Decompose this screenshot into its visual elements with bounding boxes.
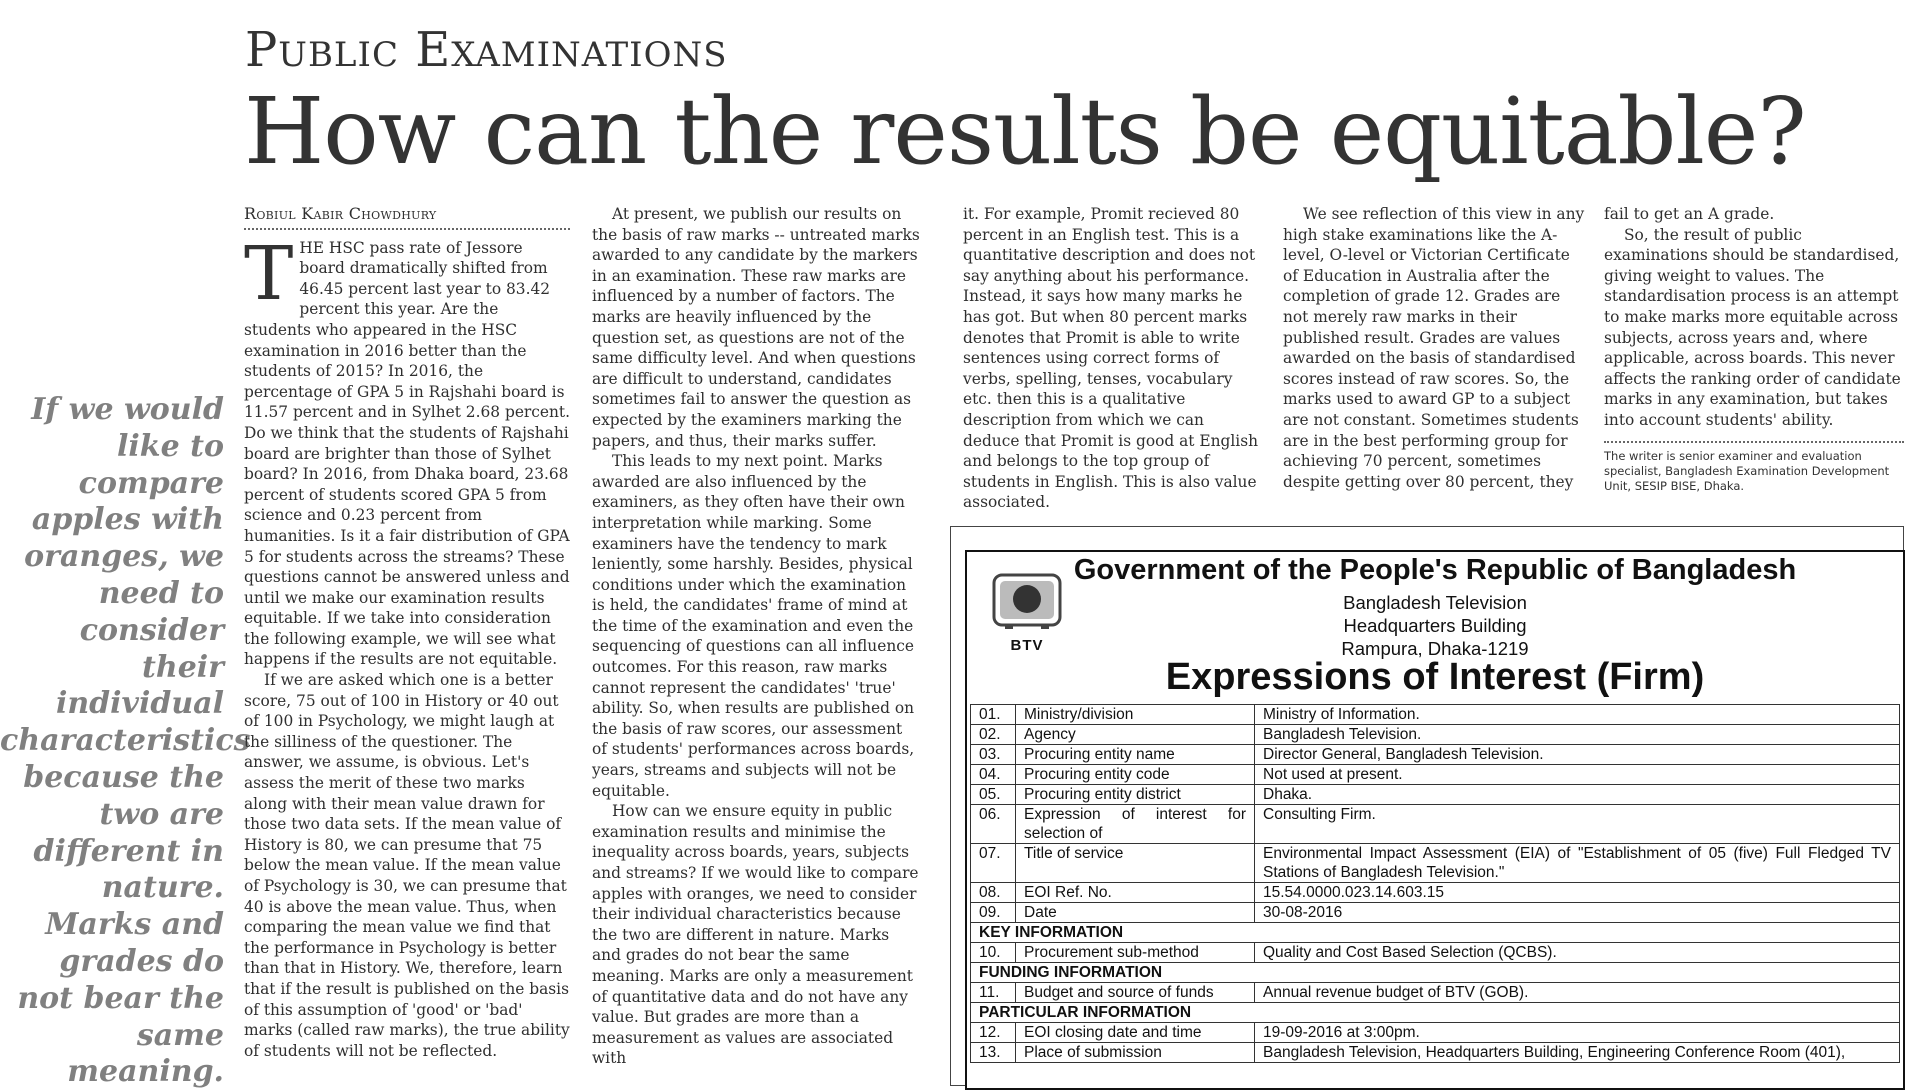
paragraph: We see reflection of this view in any high stake examinations like the A-level, O-level or Victorian Certificate of Education in Australia after the completion of grade 12. Grades are not merely raw marks in their published result. Grades are values awarded on the basis of standardised scores instead of raw scores. So, the marks used to award GP to a subject are not constant. Sometimes students are in the best performing group for achieving 70 percent, sometimes despite getting over 80 percent, they: [1283, 205, 1585, 491]
pull-quote: If we would like to compare apples with oranges, we need to consider their individual characteristics because the two are different in nature. Marks and grades do not bear the same meaning.: [0, 392, 251, 1090]
row-label: Procuring entity code: [1016, 765, 1255, 785]
row-label: Procurement sub-method: [1016, 943, 1255, 963]
table-row: [971, 883, 1900, 903]
row-number: 13.: [971, 1043, 1016, 1063]
row-label: Date: [1016, 903, 1255, 923]
row-label: Place of submission: [1016, 1043, 1255, 1063]
row-number: 10.: [971, 943, 1016, 963]
section-kicker: Public Examinations: [245, 22, 728, 78]
row-value: Environmental Impact Assessment (EIA) of "Establishment of 05 (five) Full Fledged TV Stations of Bangladesh Television.": [1255, 844, 1900, 883]
paragraph: At present, we publish our results on the basis of raw marks -- untreated marks awarded to any candidate by the markers in an examination. These raw marks are influenced by a number of factors. The marks are heavily influenced by the question set, as questions are not of the same difficulty level. And when questions are difficult to understand, candidates sometimes fail to answer the question as expected by the examiners marking the papers, and thus, their marks suffer.: [592, 205, 920, 450]
row-number: 09.: [971, 903, 1016, 923]
section-heading: PARTICULAR INFORMATION: [971, 1003, 1900, 1023]
row-number: 08.: [971, 883, 1016, 903]
row-value: Not used at present.: [1255, 765, 1900, 785]
row-number: 03.: [971, 745, 1016, 765]
paragraph: How can we ensure equity in public examination results and minimise the inequality across boards, years, subjects and streams? If we would like to compare apples with oranges, we need to consider their individual characteristics because the two are different in nature. Marks and grades do not bear the same meaning. Marks are only a measurement of quantitative data and do not have any value. But grades are more than a measurement as values are associated with: [592, 802, 919, 1068]
table-row: [971, 705, 1900, 725]
row-value: 30-08-2016: [1255, 903, 1900, 923]
row-number: 05.: [971, 785, 1016, 805]
row-value: Annual revenue budget of BTV (GOB).: [1255, 983, 1900, 1003]
btv-logo-text: BTV: [1010, 637, 1044, 654]
article-column-3: [963, 204, 1263, 513]
row-value: Consulting Firm.: [1255, 805, 1900, 844]
section-heading: FUNDING INFORMATION: [971, 963, 1900, 983]
row-label: EOI closing date and time: [1016, 1023, 1255, 1043]
table-row: [971, 844, 1900, 883]
section-heading: KEY INFORMATION: [971, 923, 1900, 943]
row-value: 19-09-2016 at 3:00pm.: [1255, 1023, 1900, 1043]
row-number: 01.: [971, 705, 1016, 725]
ad-title: Expressions of Interest (Firm): [1165, 656, 1705, 698]
row-number: 02.: [971, 725, 1016, 745]
row-number: 07.: [971, 844, 1016, 883]
paragraph: [244, 230, 570, 670]
drop-cap: T: [244, 230, 294, 317]
row-label: EOI Ref. No.: [1016, 883, 1255, 903]
table-row: [971, 1043, 1900, 1063]
article-column-1: [244, 204, 570, 1061]
row-value: Bangladesh Television, Headquarters Building, Engineering Conference Room (401),: [1255, 1043, 1900, 1063]
row-label: Procuring entity district: [1016, 785, 1255, 805]
table-row: [971, 765, 1900, 785]
byline: Robiul Kabir Chowdhury: [244, 204, 570, 230]
row-label: Title of service: [1016, 844, 1255, 883]
organization-line-1: Bangladesh Television: [1343, 592, 1527, 613]
section-row: [971, 1003, 1900, 1023]
table-row: [971, 805, 1900, 844]
table-row: [971, 903, 1900, 923]
table-row: [971, 745, 1900, 765]
article-column-2: [592, 204, 922, 1069]
row-label: Budget and source of funds: [1016, 983, 1255, 1003]
row-label: Agency: [1016, 725, 1255, 745]
row-value: Ministry of Information.: [1255, 705, 1900, 725]
organization-name: Government of the People's Republic of Bangladesh: [1073, 554, 1797, 586]
paragraph: This leads to my next point. Marks awarded are also influenced by the examiners, as they often have their own interpretation while marking. Some examiners have the tendency to mark leniently, some harshly. Besides, physical conditions under which the examination is held, the candidates' frame of mind at the time of the examination and even the sequencing of questions can all influence outcomes. For this reason, raw marks cannot represent the candidates' 'true' ability. So, when results are published on the basis of raw scores, our assessment of students' performances across boards, years, streams and subjects will not be equitable.: [592, 452, 915, 800]
row-value: 15.54.0000.023.14.603.15: [1255, 883, 1900, 903]
row-number: 12.: [971, 1023, 1016, 1043]
paragraph-text: HE HSC pass rate of Jessore board dramatically shifted from 46.45 percent last year to 83.42 percent this year. Are the students who appeared in the HSC examination in 2016 better than the students of 2015? In 2016, the percentage of GPA 5 in Rajshahi board is 11.57 percent and in Sylhet 2.68 percent. Do we think that the students of Rajshahi board are brighter than those of Sylhet board? In 2016, from Dhaka board, 23.68 percent of students scored GPA 5 from science and 0.23 percent from humanities. Is it a fair distribution of GPA 5 for students across the streams? These questions cannot be answered unless and until we make our examination results equitable. If we take into consideration the following example, we will see what happens if the results are not equitable.: [244, 238, 570, 669]
organization-line-3: Rampura, Dhaka-1219: [1341, 638, 1529, 659]
section-row: [971, 963, 1900, 983]
table-row: [971, 785, 1900, 805]
row-value: Quality and Cost Based Selection (QCBS).: [1255, 943, 1900, 963]
row-label: Procuring entity name: [1016, 745, 1255, 765]
paragraph: it. For example, Promit recieved 80 percent in an English test. This is a quantitative description and does not say anything about his performance. Instead, it says how many marks he has got. But when 80 percent marks denotes that Promit is able to write sentences using correct forms of verbs, spelling, tenses, vocabulary etc. then this is a qualitative description from which we can deduce that Promit is good at English and belongs to the top group of students in English. This is also value associated.: [963, 205, 1259, 512]
row-number: 11.: [971, 983, 1016, 1003]
table-row: [971, 725, 1900, 745]
table-row: [971, 983, 1900, 1003]
row-value: Director General, Bangladesh Television.: [1255, 745, 1900, 765]
table-row: [971, 943, 1900, 963]
row-label: Expression of interest for selection of: [1016, 805, 1255, 844]
article-column-5: [1604, 204, 1904, 494]
row-label: Ministry/division: [1016, 705, 1255, 725]
row-value: Bangladesh Television.: [1255, 725, 1900, 745]
paragraph: fail to get an A grade.: [1604, 205, 1775, 223]
organization-line-2: Headquarters Building: [1343, 615, 1527, 636]
headline: How can the results be equitable?: [244, 78, 1806, 185]
paragraph: If we are asked which one is a better score, 75 out of 100 in History or 40 out of 100 in Psychology, we might laugh at the silliness of the questioner. The answer, we assume, is obvious. Let's assess the merit of these two marks along with their mean value drawn for those two data sets. If the mean value of History is 80, we can presume that 75 below the mean value. If the mean value of Psychology is 30, we can presume that 40 is above the mean value. Thus, when comparing the mean value we find that the performance in Psychology is better than that in History. We, therefore, learn that if the result is published on the basis of this assumption of 'good' or 'bad' marks (called raw marks), the true ability of students will not be reflected.: [244, 671, 570, 1060]
eoi-table: [970, 704, 1900, 1063]
section-row: [971, 923, 1900, 943]
paragraph: So, the result of public examinations should be standardised, giving weight to values. The standardisation process is an attempt to make marks more equitable across subjects, across years and, where applicable, across boards. This never affects the ranking order of candidate marks in any examination, but takes into account students' ability.: [1604, 225, 1901, 429]
eoi-advertisement: [965, 550, 1905, 1090]
author-note: The writer is senior examiner and evaluation specialist, Bangladesh Examination Development Unit, SESIP BISE, Dhaka.: [1604, 441, 1904, 494]
row-value: Dhaka.: [1255, 785, 1900, 805]
row-number: 04.: [971, 765, 1016, 785]
article-column-4: [1283, 204, 1585, 492]
table-row: [971, 1023, 1900, 1043]
row-number: 06.: [971, 805, 1016, 844]
